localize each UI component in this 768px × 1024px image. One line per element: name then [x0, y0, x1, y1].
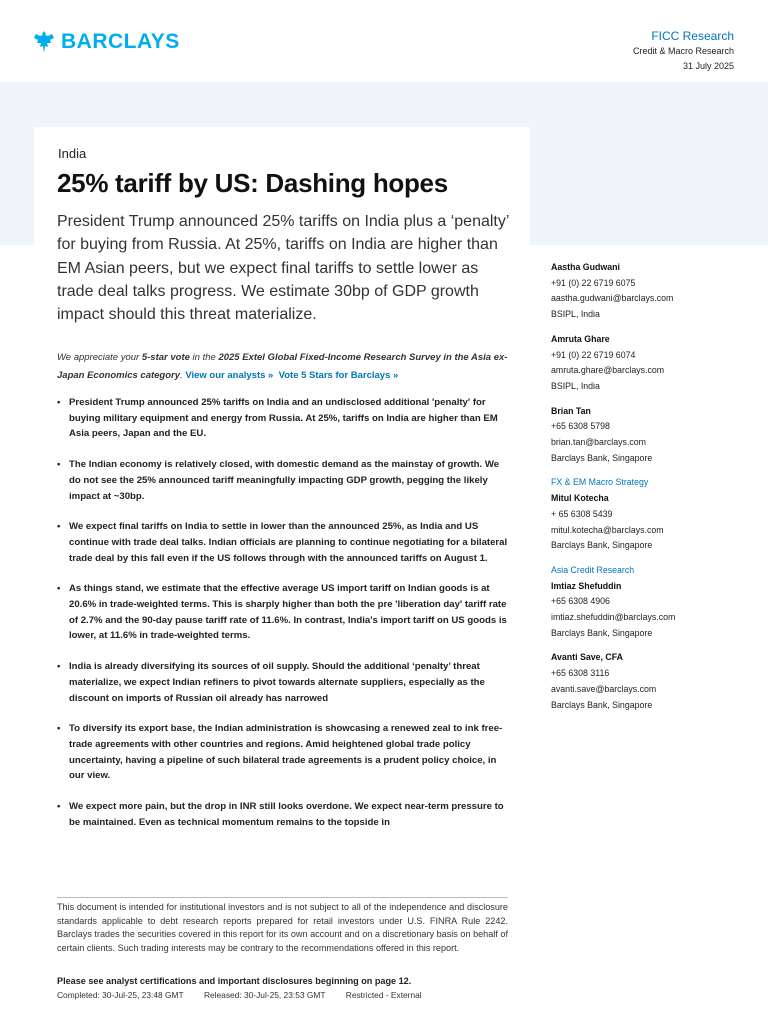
restriction-label: Restricted - External — [345, 990, 422, 1000]
footer-divider — [57, 897, 508, 898]
analyst-email[interactable]: avanti.save@barclays.com — [551, 683, 657, 694]
bullet-icon: • — [57, 723, 61, 735]
analyst-email[interactable]: amruta.ghare@barclays.com — [551, 365, 665, 376]
bullet-icon: • — [57, 521, 61, 533]
analyst-name: Mitul Kotecha — [551, 493, 609, 504]
analyst-email[interactable]: imtiaz.shefuddin@barclays.com — [551, 612, 676, 623]
bullet-item — [57, 581, 512, 644]
bullet-item — [57, 721, 512, 784]
analyst-email[interactable]: mitul.kotecha@barclays.com — [551, 524, 664, 535]
vote-text-2: in the — [189, 352, 219, 363]
analyst-org: Barclays Bank, Singapore — [551, 452, 653, 463]
analyst-org: BSIPL, India — [551, 380, 600, 391]
analyst-name: Imtiaz Shefuddin — [551, 580, 622, 591]
barclays-logo — [33, 30, 180, 54]
vote-bold-2: 2025 Extel Global Fixed-Income Research Survey in the Asia ex-Japan Economics category — [57, 352, 508, 381]
footer-meta — [57, 990, 440, 1000]
bullet-icon: • — [57, 661, 61, 673]
analyst-phone: + 65 6308 5439 — [551, 508, 613, 519]
analyst-phone: +91 (0) 22 6719 6075 — [551, 277, 636, 288]
analyst-contacts — [551, 260, 751, 722]
analyst-name: Amruta Ghare — [551, 333, 610, 344]
analyst-contact — [551, 563, 751, 642]
analyst-org: Barclays Bank, Singapore — [551, 540, 653, 551]
bullet-text: As things stand, we estimate that the effective average US import tariff on Indian goods is at 20.6% in trade-weighted terms. This is sharply higher than both the pre 'liberation day' tariff rate of 2.7% and the 90-day pause tariff rate of 11.6%. In contrast, India's import tariff on US goods is lower, at 11.6% in trade-weighted terms. — [69, 583, 507, 642]
logo-wordmark: BARCLAYS — [61, 30, 180, 53]
bullet-icon: • — [57, 801, 61, 813]
bullet-icon: • — [57, 397, 61, 408]
analyst-phone: +91 (0) 22 6719 6074 — [551, 349, 636, 360]
analyst-contact — [551, 404, 751, 467]
analyst-contact — [551, 475, 751, 554]
disclaimer-text: This document is intended for institutional investors and is not subject to all of the independence and disclosure standards applicable to debt research reports prepared for retail investors under U.S. FINRA Rule 2242. Barclays trades the securities covered in this report for its own account and on a discretionary basis on behalf of certain clients. Such trading interests may be contrary to the recommendations offered in this report. — [57, 902, 508, 953]
vote-barclays-link[interactable]: Vote 5 Stars for Barclays » — [278, 370, 399, 381]
bullet-text: President Trump announced 25% tariffs on India and an undisclosed additional 'penalty' for buying military equipment and energy from Russia. At 25%, tariffs on India are higher than EM Asia peers, Japan and the EU. — [69, 397, 498, 440]
vote-text-1: We appreciate your — [57, 352, 142, 363]
key-points-list — [57, 395, 512, 830]
bullet-item — [57, 659, 512, 706]
section-heading: FX & EM Macro Strategy — [551, 477, 649, 488]
analyst-phone: +65 6308 4906 — [551, 596, 610, 607]
lead-paragraph: President Trump announced 25% tariffs on India plus a ‘penalty’ for buying from Russia. At 25%, tariffs on India are higher than EM Asian peers, but we expect final tariffs to settle lower as trade deal talks progress. We estimate 30bp of GDP growth impact should this threat materialize. — [57, 213, 509, 324]
disclosures-note: Please see analyst certifications and important disclosures beginning on page 12. — [57, 976, 412, 986]
header-right — [633, 28, 734, 74]
bullet-text: We expect more pain, but the drop in INR still looks overdone. We expect near-term pressure to be maintained. Even as technical momentum remains to the topside in — [69, 801, 504, 828]
analyst-phone: +65 6308 5798 — [551, 421, 610, 432]
bullet-item — [57, 457, 512, 504]
bullet-icon: • — [57, 459, 61, 471]
vote-banner — [57, 349, 517, 385]
view-analysts-link[interactable]: View our analysts » — [185, 370, 274, 381]
analyst-name: Aastha Gudwani — [551, 262, 620, 272]
region-label: India — [58, 146, 87, 161]
bullet-item — [57, 395, 512, 442]
bullet-icon: • — [57, 583, 61, 595]
vote-text-3: . — [180, 370, 186, 381]
analyst-name: Brian Tan — [551, 405, 591, 416]
analyst-name: Avanti Save, CFA — [551, 652, 624, 663]
bullet-text: We expect final tariffs on India to settle in lower than the announced 25%, as India and US continue with trade deal talks. Indian officials are planning to continue negotiating for a bilateral trade deal by this fall even if the US follows through with the announced tariffs on August 1. — [69, 521, 508, 564]
eagle-icon — [33, 30, 55, 54]
bullet-item — [57, 519, 512, 566]
bullet-text: To diversify its export base, the Indian administration is showcasing a renewed zeal to ink free-trade agreements with other countries and regions. Amid heightened global trade policy uncertainty, having a pipeline of such bilateral trade agreements is a prudent policy choice, in our view. — [69, 723, 503, 782]
bullet-item — [57, 799, 512, 830]
analyst-email[interactable]: brian.tan@barclays.com — [551, 437, 646, 448]
analyst-phone: +65 6308 3116 — [551, 668, 610, 679]
research-division: Credit & Macro Research — [632, 46, 734, 56]
analyst-email[interactable]: aastha.gudwani@barclays.com — [551, 293, 674, 304]
ficc-research-link[interactable]: FICC Research — [651, 29, 734, 43]
analyst-org: Barclays Bank, Singapore — [551, 627, 653, 638]
analyst-org: BSIPL, India — [551, 309, 600, 320]
released-time: Released: 30-Jul-25, 23:53 GMT — [203, 990, 326, 1000]
analyst-contact — [551, 332, 751, 395]
publication-date: 31 July 2025 — [682, 61, 734, 71]
vote-bold-1: 5-star vote — [141, 352, 190, 363]
report-title: 25% tariff by US: Dashing hopes — [57, 168, 448, 198]
bullet-text: India is already diversifying its sources of oil supply. Should the additional ‘penalty’ threat materialize, we expect Indian refiners to pivot towards alternate suppliers, especially as the discount on imports of Russian oil already has narrowed — [69, 661, 485, 704]
analyst-org: Barclays Bank, Singapore — [551, 699, 653, 710]
analyst-contact — [551, 260, 751, 323]
bullet-text: The Indian economy is relatively closed, with domestic demand as the mainstay of growth. We do not see the 25% announced tariff meaningfully impacting GDP growth, pegging the likely impact at ~30bp. — [69, 459, 500, 502]
analyst-contact — [551, 650, 751, 713]
section-heading: Asia Credit Research — [551, 564, 635, 575]
completed-time: Completed: 30-Jul-25, 23:48 GMT — [57, 990, 184, 1000]
